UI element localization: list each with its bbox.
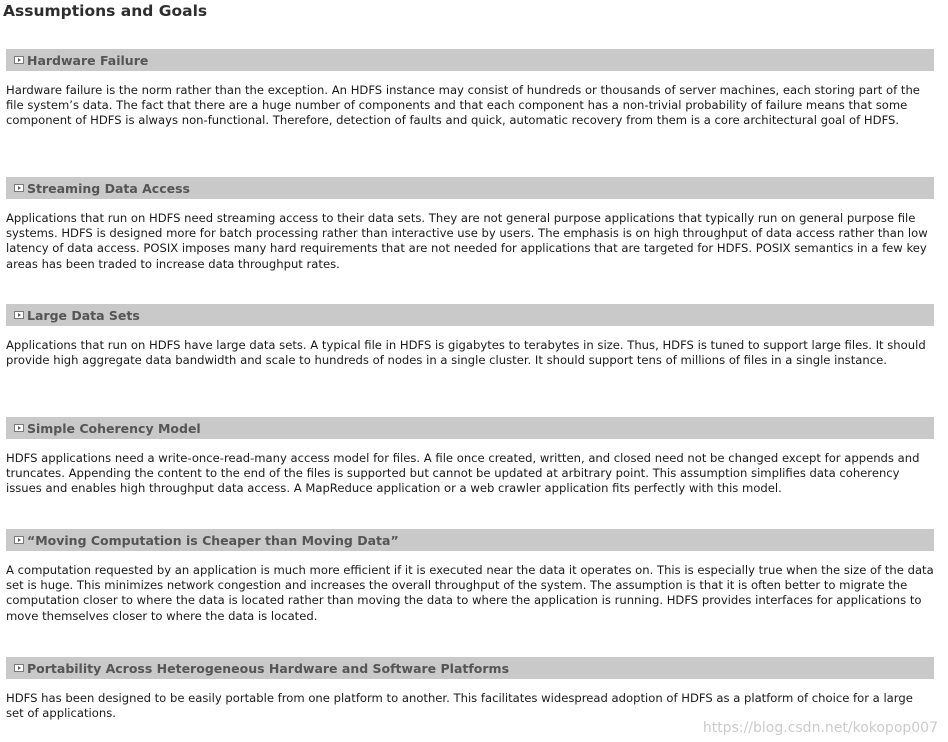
section-hardware-failure xyxy=(6,49,934,129)
section-body: HDFS applications need a write-once-read-many access model for files. A file once created, written, and closed need not be changed except for appends and truncates. Appending the content to the end of the files is supported but cannot be updated at arbitrary point. This assumption simplifies data coherency issues and enables high throughput data access. A MapReduce application or a web crawler application fits perfectly with this model. xyxy=(6,451,920,496)
section-header[interactable] xyxy=(6,177,934,199)
expand-icon[interactable] xyxy=(14,184,24,192)
section-title: Simple Coherency Model xyxy=(27,420,201,436)
section-body: Applications that run on HDFS have large data sets. A typical file in HDFS is gigabytes to terabytes in size. Thus, HDFS is tuned to support large files. It should provide high aggregate data bandwidth and scale to hundreds of nodes in a single cluster. It should support tens of millions of files in a single instance. xyxy=(6,338,926,368)
section-body: HDFS has been designed to be easily portable from one platform to another. This facilitates widespread adoption of HDFS as a platform of choice for a large set of applications. xyxy=(6,691,913,721)
section-title: Streaming Data Access xyxy=(27,180,190,196)
section-streaming-data-access xyxy=(6,177,934,272)
expand-icon[interactable] xyxy=(14,56,24,64)
section-title: Hardware Failure xyxy=(27,52,149,68)
section-header[interactable] xyxy=(6,657,934,679)
expand-icon[interactable] xyxy=(14,424,24,432)
section-body: Hardware failure is the norm rather than the exception. An HDFS instance may consist of hundreds or thousands of server machines, each storing part of the file system’s data. The fact that there are a huge number of components and that each component has a non-trivial probability of failure means that some component of HDFS is always non-functional. Therefore, detection of faults and quick, automatic recovery from them is a core architectural goal of HDFS. xyxy=(6,83,920,128)
section-title: Large Data Sets xyxy=(27,307,140,323)
section-title: Portability Across Heterogeneous Hardware and Software Platforms xyxy=(27,660,510,676)
watermark: https://blog.csdn.net/kokopop007 xyxy=(702,720,938,736)
section-body: Applications that run on HDFS need streaming access to their data sets. They are not general purpose applications that typically run on general purpose file systems. HDFS is designed more for batch processing rather than interactive use by users. The emphasis is on high throughput of data access rather than low latency of data access. POSIX imposes many hard requirements that are not needed for applications that are targeted for HDFS. POSIX semantics in a few key areas has been traded to increase data throughput rates. xyxy=(6,211,928,271)
section-header[interactable] xyxy=(6,529,934,551)
section-header[interactable] xyxy=(6,304,934,326)
section-header[interactable] xyxy=(6,417,934,439)
page-title: Assumptions and Goals xyxy=(3,2,208,20)
section-title: “Moving Computation is Cheaper than Moving Data” xyxy=(27,532,399,548)
expand-icon[interactable] xyxy=(14,664,24,672)
section-simple-coherency-model xyxy=(6,417,934,497)
section-portability xyxy=(6,657,934,721)
section-moving-computation xyxy=(6,529,934,624)
section-header[interactable] xyxy=(6,49,934,71)
section-body: A computation requested by an application is much more efficient if it is executed near the data it operates on. This is especially true when the size of the data set is huge. This minimizes network congestion and increases the overall throughput of the system. The assumption is that it is often better to migrate the computation closer to where the data is located rather than moving the data to where the application is running. HDFS provides interfaces for applications to move themselves closer to where the data is located. xyxy=(6,563,934,623)
section-large-data-sets xyxy=(6,304,934,368)
expand-icon[interactable] xyxy=(14,536,24,544)
expand-icon[interactable] xyxy=(14,311,24,319)
